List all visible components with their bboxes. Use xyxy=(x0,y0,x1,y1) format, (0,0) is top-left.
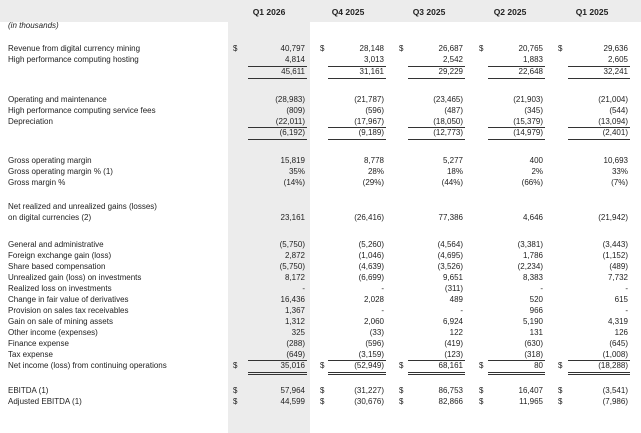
rule-line xyxy=(248,374,307,375)
cell-value: (22,011) xyxy=(275,117,305,126)
cell-value: (15,379) xyxy=(513,117,543,126)
rule-line xyxy=(488,374,545,375)
cell-value: 33% xyxy=(611,167,628,176)
cell-value: (3,526) xyxy=(437,262,463,271)
cell-value: 35,016 xyxy=(280,361,305,370)
cell-value: (311) xyxy=(444,284,463,293)
rule-line xyxy=(248,372,307,373)
cell-value: (12,773) xyxy=(433,128,463,137)
rule-line xyxy=(328,360,386,361)
cell-value: - xyxy=(302,284,305,293)
rule-line xyxy=(248,360,307,361)
dollar-sign: $ xyxy=(320,361,325,370)
cell-value: (21,787) xyxy=(354,95,384,104)
cell-value: 16,436 xyxy=(280,295,305,304)
cell-value: 40,797 xyxy=(280,44,305,53)
cell-value: 29,229 xyxy=(438,67,463,76)
cell-value: (809) xyxy=(286,106,305,115)
cell-value: (6,699) xyxy=(358,273,384,282)
table-row xyxy=(0,156,641,166)
dollar-sign: $ xyxy=(558,44,563,53)
dollar-sign: $ xyxy=(399,397,404,406)
cell-value: 57,964 xyxy=(280,386,305,395)
column-header: Q2 2025 xyxy=(493,7,527,17)
cell-value: (1,046) xyxy=(358,251,384,260)
rule-line xyxy=(408,360,465,361)
rule-line xyxy=(568,139,630,140)
row-label: Other income (expenses) xyxy=(8,328,98,337)
cell-value: (7%) xyxy=(611,178,628,187)
cell-value: 2,060 xyxy=(363,317,384,326)
cell-value: (28,983) xyxy=(275,95,305,104)
row-label: Finance expense xyxy=(8,339,69,348)
table-row xyxy=(0,67,641,77)
table-row xyxy=(0,117,641,127)
cell-value: 126 xyxy=(614,328,628,337)
rule-line xyxy=(568,360,630,361)
table-row xyxy=(0,213,641,223)
cell-value: - xyxy=(381,306,384,315)
cell-value: (14%) xyxy=(283,178,305,187)
cell-value: 4,319 xyxy=(607,317,628,326)
cell-value: 1,367 xyxy=(284,306,305,315)
dollar-sign: $ xyxy=(558,361,563,370)
table-row xyxy=(0,350,641,360)
cell-value: 966 xyxy=(529,306,543,315)
table-row xyxy=(0,386,641,396)
cell-value: (5,750) xyxy=(279,262,305,271)
cell-value: 15,819 xyxy=(280,156,305,165)
cell-value: (419) xyxy=(444,339,463,348)
cell-value: 2,872 xyxy=(284,251,305,260)
row-label: Gain on sale of mining assets xyxy=(8,317,113,326)
row-label: Share based compensation xyxy=(8,262,106,271)
cell-value: 1,312 xyxy=(284,317,305,326)
cell-value: 2,542 xyxy=(442,55,463,64)
dollar-sign: $ xyxy=(479,397,484,406)
cell-value: 2,028 xyxy=(363,295,384,304)
table-row xyxy=(0,295,641,305)
cell-value: (52,949) xyxy=(354,361,384,370)
table-row xyxy=(0,167,641,177)
row-label: Gross operating margin xyxy=(8,156,92,165)
table-row xyxy=(0,397,641,407)
cell-value: (4,695) xyxy=(437,251,463,260)
cell-value: 400 xyxy=(529,156,543,165)
cell-value: (21,004) xyxy=(598,95,628,104)
cell-value: (3,381) xyxy=(517,240,543,249)
cell-value: 28,148 xyxy=(359,44,384,53)
cell-value: (345) xyxy=(524,106,543,115)
row-label: Realized loss on investments xyxy=(8,284,112,293)
column-header: Q1 2026 xyxy=(252,7,286,17)
cell-value: (17,967) xyxy=(354,117,384,126)
cell-value: (21,903) xyxy=(513,95,543,104)
rule-line xyxy=(488,372,545,373)
rule-line xyxy=(328,139,386,140)
cell-value: 325 xyxy=(291,328,305,337)
rule-line xyxy=(568,66,630,67)
cell-value: (2,401) xyxy=(602,128,628,137)
cell-value: (66%) xyxy=(521,178,543,187)
cell-value: 68,161 xyxy=(438,361,463,370)
cell-value: 3,013 xyxy=(363,55,384,64)
cell-value: 131 xyxy=(529,328,543,337)
cell-value: 35% xyxy=(288,167,305,176)
cell-value: 1,786 xyxy=(522,251,543,260)
rule-line xyxy=(248,127,307,128)
rule-line xyxy=(248,78,307,79)
cell-value: 28% xyxy=(367,167,384,176)
column-header: Q3 2025 xyxy=(412,7,446,17)
dollar-sign: $ xyxy=(399,44,404,53)
cell-value: (487) xyxy=(444,106,463,115)
cell-value: (1,008) xyxy=(602,350,628,359)
cell-value: 23,161 xyxy=(280,213,305,222)
cell-value: - xyxy=(625,284,628,293)
cell-value: 44,599 xyxy=(280,397,305,406)
cell-value: 5,190 xyxy=(522,317,543,326)
rule-line xyxy=(568,127,630,128)
cell-value: 9,651 xyxy=(442,273,463,282)
cell-value: 7,732 xyxy=(607,273,628,282)
cell-value: 6,924 xyxy=(442,317,463,326)
cell-value: (5,750) xyxy=(279,240,305,249)
cell-value: 82,866 xyxy=(438,397,463,406)
cell-value: (3,541) xyxy=(602,386,628,395)
table-row xyxy=(0,95,641,105)
cell-value: (6,192) xyxy=(279,128,305,137)
cell-value: (23,465) xyxy=(433,95,463,104)
row-label: Depreciation xyxy=(8,117,53,126)
table-row xyxy=(0,361,641,371)
cell-value: (13,094) xyxy=(598,117,628,126)
cell-value: 8,383 xyxy=(522,273,543,282)
column-header: Q1 2025 xyxy=(575,7,609,17)
rule-line xyxy=(328,372,386,373)
cell-value: (1,152) xyxy=(602,251,628,260)
row-label: Net realized and unrealized gains (losses) xyxy=(8,202,157,211)
dollar-sign: $ xyxy=(399,361,404,370)
cell-value: - xyxy=(625,306,628,315)
cell-value: (4,564) xyxy=(437,240,463,249)
cell-value: (649) xyxy=(286,350,305,359)
rule-line xyxy=(328,78,386,79)
rule-line xyxy=(408,374,465,375)
table-row xyxy=(0,284,641,294)
table-row xyxy=(0,178,641,188)
table-row xyxy=(0,339,641,349)
row-label: Foreign exchange gain (loss) xyxy=(8,251,112,260)
cell-value: (596) xyxy=(365,106,384,115)
row-label: on digital currencies (2) xyxy=(8,213,92,222)
cell-value: (18,050) xyxy=(433,117,463,126)
rule-line xyxy=(568,374,630,375)
rule-line xyxy=(488,78,545,79)
cell-value: 1,883 xyxy=(522,55,543,64)
cell-value: 20,765 xyxy=(518,44,543,53)
column-header: Q4 2025 xyxy=(331,7,365,17)
row-label: Provision on sales tax receivables xyxy=(8,306,129,315)
rule-line xyxy=(408,66,465,67)
cell-value: (18,288) xyxy=(598,361,628,370)
row-label: Operating and maintenance xyxy=(8,95,107,104)
rule-line xyxy=(568,78,630,79)
cell-value: 2% xyxy=(531,167,543,176)
row-label: Revenue from digital currency mining xyxy=(8,44,141,53)
cell-value: 8,172 xyxy=(284,273,305,282)
dollar-sign: $ xyxy=(233,386,238,395)
cell-value: 77,386 xyxy=(438,213,463,222)
cell-value: (21,942) xyxy=(598,213,628,222)
cell-value: (9,189) xyxy=(358,128,384,137)
table-row xyxy=(0,262,641,272)
table-row xyxy=(0,106,641,116)
table-row xyxy=(0,202,641,212)
cell-value: 26,687 xyxy=(438,44,463,53)
cell-value: 489 xyxy=(449,295,463,304)
cell-value: (596) xyxy=(365,339,384,348)
rule-line xyxy=(488,360,545,361)
cell-value: 86,753 xyxy=(438,386,463,395)
row-label: EBITDA (1) xyxy=(8,386,49,395)
table-row xyxy=(0,317,641,327)
cell-value: (2,234) xyxy=(517,262,543,271)
cell-value: 4,814 xyxy=(284,55,305,64)
row-label: Gross operating margin % (1) xyxy=(8,167,113,176)
cell-value: (544) xyxy=(609,106,628,115)
cell-value: (645) xyxy=(609,339,628,348)
cell-value: 22,648 xyxy=(518,67,543,76)
dollar-sign: $ xyxy=(233,44,238,53)
cell-value: 45,611 xyxy=(281,67,305,76)
table-row xyxy=(0,328,641,338)
dollar-sign: $ xyxy=(479,361,484,370)
cell-value: 10,693 xyxy=(603,156,628,165)
cell-value: (14,979) xyxy=(513,128,543,137)
rule-line xyxy=(408,372,465,373)
row-label: General and administrative xyxy=(8,240,104,249)
cell-value: (123) xyxy=(444,350,463,359)
rule-line xyxy=(328,127,386,128)
cell-value: (29%) xyxy=(362,178,384,187)
rule-line xyxy=(488,127,545,128)
row-label: High performance computing service fees xyxy=(8,106,156,115)
cell-value: 8,778 xyxy=(363,156,384,165)
cell-value: (31,227) xyxy=(354,386,384,395)
row-label: Net income (loss) from continuing operations xyxy=(8,361,167,370)
cell-value: 11,965 xyxy=(519,397,543,406)
cell-value: (30,676) xyxy=(354,397,384,406)
cell-value: (3,159) xyxy=(358,350,384,359)
cell-value: - xyxy=(381,284,384,293)
rule-line xyxy=(408,139,465,140)
cell-value: (5,260) xyxy=(358,240,384,249)
row-label: High performance computing hosting xyxy=(8,55,139,64)
cell-value: 29,636 xyxy=(603,44,628,53)
dollar-sign: $ xyxy=(320,386,325,395)
table-row xyxy=(0,55,641,65)
rule-line xyxy=(488,66,545,67)
table-row xyxy=(0,240,641,250)
row-label: Adjusted EBITDA (1) xyxy=(8,397,82,406)
cell-value: 5,277 xyxy=(442,156,463,165)
table-row xyxy=(0,273,641,283)
cell-value: 2,605 xyxy=(607,55,628,64)
cell-value: (4,639) xyxy=(358,262,384,271)
cell-value: (630) xyxy=(524,339,543,348)
table-row xyxy=(0,251,641,261)
cell-value: 615 xyxy=(614,295,628,304)
row-label: Change in fair value of derivatives xyxy=(8,295,129,304)
row-label: Tax expense xyxy=(8,350,53,359)
dollar-sign: $ xyxy=(479,44,484,53)
cell-value: 122 xyxy=(449,328,463,337)
cell-value: 18% xyxy=(446,167,463,176)
dollar-sign: $ xyxy=(558,386,563,395)
dollar-sign: $ xyxy=(320,44,325,53)
dollar-sign: $ xyxy=(479,386,484,395)
cell-value: (489) xyxy=(609,262,628,271)
rule-line xyxy=(248,139,307,140)
row-label: Unrealized gain (loss) on investments xyxy=(8,273,142,282)
row-label: Gross margin % xyxy=(8,178,66,187)
rule-line xyxy=(328,66,386,67)
rule-line xyxy=(488,139,545,140)
dollar-sign: $ xyxy=(320,397,325,406)
cell-value: (3,443) xyxy=(602,240,628,249)
cell-value: (7,986) xyxy=(602,397,628,406)
cell-value: 4,646 xyxy=(522,213,543,222)
cell-value: - xyxy=(460,306,463,315)
rule-line xyxy=(568,372,630,373)
cell-value: (44%) xyxy=(441,178,463,187)
cell-value: - xyxy=(540,284,543,293)
rule-line xyxy=(328,374,386,375)
cell-value: 32,241 xyxy=(603,67,628,76)
cell-value: (26,416) xyxy=(354,213,384,222)
dollar-sign: $ xyxy=(399,386,404,395)
units-note: (in thousands) xyxy=(8,21,59,30)
cell-value: (318) xyxy=(524,350,543,359)
table-row xyxy=(0,128,641,138)
cell-value: (33) xyxy=(369,328,384,337)
dollar-sign: $ xyxy=(558,397,563,406)
dollar-sign: $ xyxy=(233,397,238,406)
cell-value: 520 xyxy=(529,295,543,304)
rule-line xyxy=(408,78,465,79)
cell-value: (288) xyxy=(286,339,305,348)
rule-line xyxy=(408,127,465,128)
cell-value: 80 xyxy=(534,361,543,370)
cell-value: 16,407 xyxy=(518,386,543,395)
cell-value: 31,161 xyxy=(359,67,384,76)
table-row xyxy=(0,44,641,54)
dollar-sign: $ xyxy=(233,361,238,370)
rule-line xyxy=(248,66,307,67)
table-row xyxy=(0,306,641,316)
